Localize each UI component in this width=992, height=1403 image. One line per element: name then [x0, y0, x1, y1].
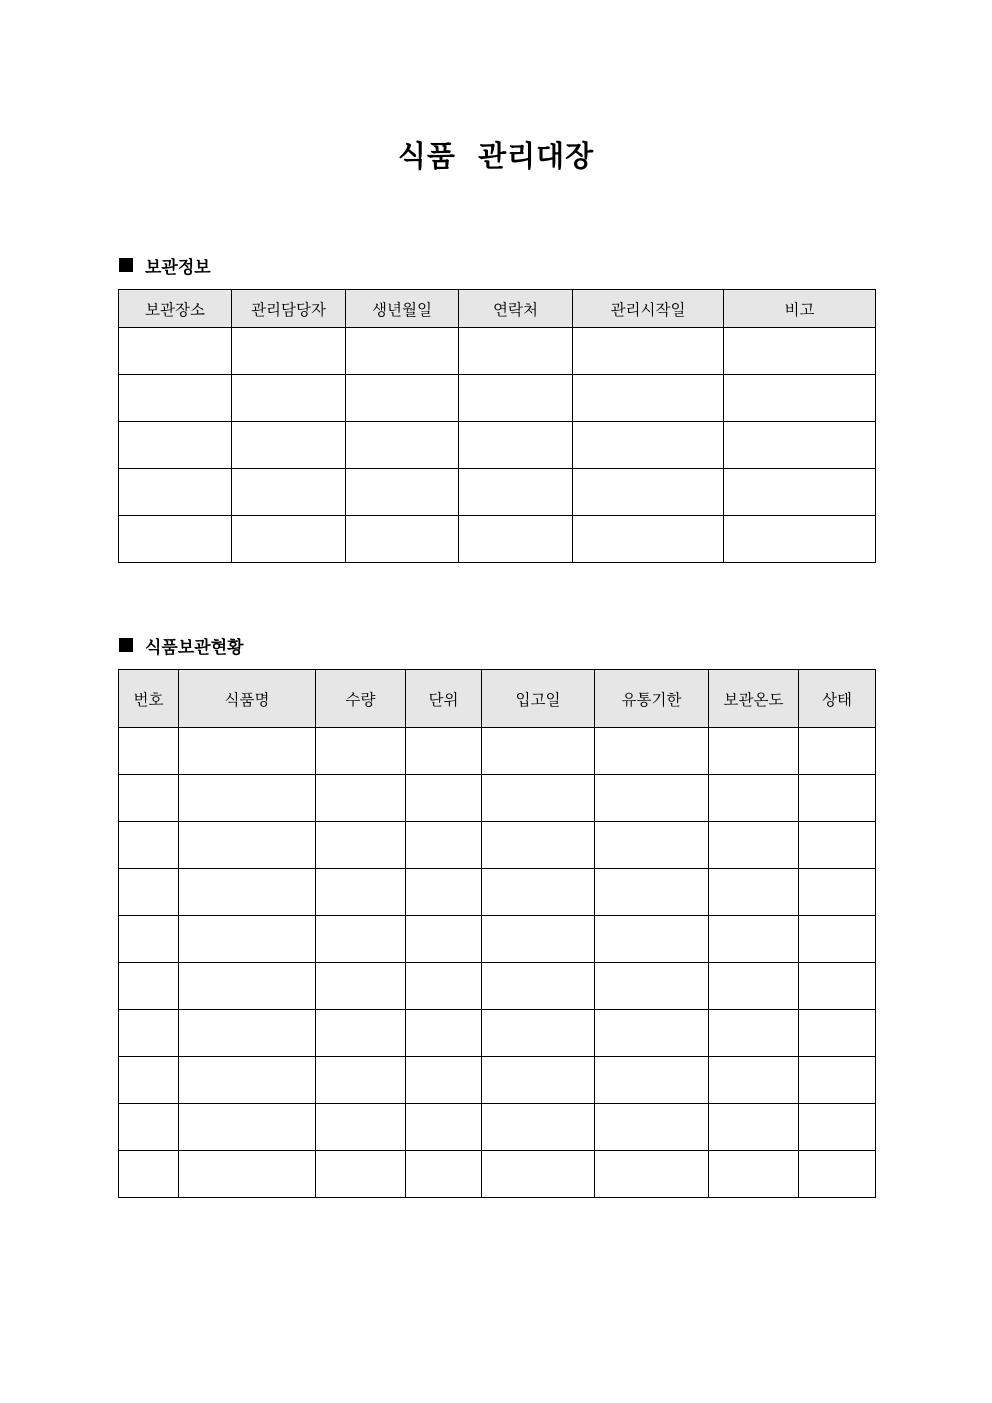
- column-header: 관리시작일: [573, 290, 724, 328]
- table-cell[interactable]: [709, 1104, 799, 1151]
- table-cell[interactable]: [316, 869, 406, 916]
- table-cell[interactable]: [232, 422, 346, 469]
- table-cell[interactable]: [179, 1104, 316, 1151]
- table-cell[interactable]: [119, 775, 179, 822]
- table-cell[interactable]: [709, 775, 799, 822]
- column-header: 비고: [724, 290, 876, 328]
- table-cell[interactable]: [406, 775, 482, 822]
- column-header: 수량: [316, 670, 406, 728]
- table-cell[interactable]: [346, 422, 459, 469]
- table-cell[interactable]: [459, 516, 573, 563]
- table-cell[interactable]: [595, 963, 709, 1010]
- table-cell[interactable]: [595, 775, 709, 822]
- table-row: [119, 516, 876, 563]
- table-cell[interactable]: [406, 1104, 482, 1151]
- table-cell[interactable]: [573, 422, 724, 469]
- table-cell[interactable]: [573, 375, 724, 422]
- table-cell[interactable]: [482, 916, 595, 963]
- table-cell[interactable]: [179, 775, 316, 822]
- table-cell[interactable]: [595, 728, 709, 775]
- table-row: [119, 1151, 876, 1198]
- column-header: 연락처: [459, 290, 573, 328]
- table-cell[interactable]: [709, 1151, 799, 1198]
- column-header: 유통기한: [595, 670, 709, 728]
- table-row: [119, 375, 876, 422]
- table-cell[interactable]: [724, 516, 876, 563]
- table-cell[interactable]: [595, 1151, 709, 1198]
- table-cell[interactable]: [179, 822, 316, 869]
- column-header: 번호: [119, 670, 179, 728]
- table-cell[interactable]: [179, 1057, 316, 1104]
- section-heading-food-storage-status: [119, 633, 244, 657]
- table-cell[interactable]: [119, 1010, 179, 1057]
- table-cell[interactable]: [406, 916, 482, 963]
- table-cell[interactable]: [179, 728, 316, 775]
- table-cell[interactable]: [799, 869, 876, 916]
- table-cell[interactable]: [119, 328, 232, 375]
- table-cell[interactable]: [406, 1057, 482, 1104]
- table-cell[interactable]: [799, 963, 876, 1010]
- table-cell[interactable]: [179, 869, 316, 916]
- column-header: 입고일: [482, 670, 595, 728]
- column-header: 보관온도: [709, 670, 799, 728]
- table-cell[interactable]: [709, 822, 799, 869]
- square-bullet-icon: [119, 258, 133, 272]
- table-cell[interactable]: [119, 1057, 179, 1104]
- table-cell[interactable]: [316, 775, 406, 822]
- table-cell[interactable]: [232, 469, 346, 516]
- column-header: 생년월일: [346, 290, 459, 328]
- table-cell[interactable]: [119, 869, 179, 916]
- table-cell[interactable]: [482, 1104, 595, 1151]
- table-cell[interactable]: [595, 869, 709, 916]
- table-cell[interactable]: [119, 469, 232, 516]
- table-cell[interactable]: [799, 916, 876, 963]
- table-cell[interactable]: [316, 1010, 406, 1057]
- storage-info-table-body: [119, 328, 876, 563]
- food-storage-status-table: [118, 669, 876, 1198]
- table-cell[interactable]: [799, 775, 876, 822]
- table-cell[interactable]: [232, 516, 346, 563]
- table-cell[interactable]: [482, 869, 595, 916]
- table-cell[interactable]: [119, 1151, 179, 1198]
- table-cell[interactable]: [459, 422, 573, 469]
- table-row: [119, 963, 876, 1010]
- storage-info-table: [118, 289, 876, 563]
- table-cell[interactable]: [316, 822, 406, 869]
- table-cell[interactable]: [482, 728, 595, 775]
- column-header: 상태: [799, 670, 876, 728]
- table-cell[interactable]: [119, 822, 179, 869]
- table-cell[interactable]: [799, 1010, 876, 1057]
- table-cell[interactable]: [232, 375, 346, 422]
- table-cell[interactable]: [179, 916, 316, 963]
- table-cell[interactable]: [316, 1057, 406, 1104]
- table-cell[interactable]: [232, 328, 346, 375]
- square-bullet-icon: [119, 638, 133, 652]
- table-cell[interactable]: [119, 963, 179, 1010]
- section-heading-storage-info: [119, 253, 211, 277]
- table-cell[interactable]: [406, 869, 482, 916]
- food-storage-status-table-body: [119, 728, 876, 1198]
- table-cell[interactable]: [709, 1010, 799, 1057]
- table-cell[interactable]: [119, 728, 179, 775]
- table-row: [119, 422, 876, 469]
- table-cell[interactable]: [179, 1151, 316, 1198]
- column-header: 관리담당자: [232, 290, 346, 328]
- column-header: 식품명: [179, 670, 316, 728]
- table-cell[interactable]: [709, 1057, 799, 1104]
- table-cell[interactable]: [709, 869, 799, 916]
- table-cell[interactable]: [573, 516, 724, 563]
- table-cell[interactable]: [179, 963, 316, 1010]
- table-cell[interactable]: [459, 469, 573, 516]
- column-header: 보관장소: [119, 290, 232, 328]
- table-row: [119, 822, 876, 869]
- table-cell[interactable]: [482, 963, 595, 1010]
- table-cell[interactable]: [724, 375, 876, 422]
- table-cell[interactable]: [316, 963, 406, 1010]
- table-cell[interactable]: [346, 516, 459, 563]
- table-cell[interactable]: [799, 1104, 876, 1151]
- table-cell[interactable]: [119, 516, 232, 563]
- table-cell[interactable]: [482, 1151, 595, 1198]
- table-row: [119, 1057, 876, 1104]
- table-cell[interactable]: [482, 822, 595, 869]
- table-cell[interactable]: [799, 728, 876, 775]
- table-cell[interactable]: [724, 422, 876, 469]
- table-cell[interactable]: [316, 916, 406, 963]
- table-cell[interactable]: [709, 963, 799, 1010]
- page-title: 식품 관리대장: [397, 139, 595, 173]
- table-cell[interactable]: [799, 822, 876, 869]
- table-row: [119, 1104, 876, 1151]
- table-cell[interactable]: [406, 1151, 482, 1198]
- table-cell[interactable]: [406, 728, 482, 775]
- table-cell[interactable]: [316, 1104, 406, 1151]
- table-header-row: [119, 670, 876, 728]
- table-row: [119, 775, 876, 822]
- table-row: [119, 1010, 876, 1057]
- table-cell[interactable]: [316, 1151, 406, 1198]
- table-cell[interactable]: [595, 1057, 709, 1104]
- table-cell[interactable]: [119, 375, 232, 422]
- table-cell[interactable]: [459, 328, 573, 375]
- table-header-row: [119, 290, 876, 328]
- table-cell[interactable]: [482, 775, 595, 822]
- table-row: [119, 728, 876, 775]
- table-cell[interactable]: [724, 469, 876, 516]
- table-cell[interactable]: [595, 1010, 709, 1057]
- column-header: 단위: [406, 670, 482, 728]
- table-cell[interactable]: [595, 1104, 709, 1151]
- table-cell[interactable]: [406, 822, 482, 869]
- table-cell[interactable]: [709, 728, 799, 775]
- table-cell[interactable]: [406, 963, 482, 1010]
- table-cell[interactable]: [573, 469, 724, 516]
- table-cell[interactable]: [346, 469, 459, 516]
- table-cell[interactable]: [724, 328, 876, 375]
- table-cell[interactable]: [482, 1057, 595, 1104]
- table-cell[interactable]: [709, 916, 799, 963]
- table-row: [119, 916, 876, 963]
- table-cell[interactable]: [119, 422, 232, 469]
- table-cell[interactable]: [595, 822, 709, 869]
- table-row: [119, 469, 876, 516]
- table-cell[interactable]: [119, 1104, 179, 1151]
- table-cell[interactable]: [799, 1151, 876, 1198]
- table-cell[interactable]: [179, 1010, 316, 1057]
- section-heading-label: 식품보관현황: [145, 637, 244, 658]
- table-cell[interactable]: [406, 1010, 482, 1057]
- table-cell[interactable]: [346, 328, 459, 375]
- table-row: [119, 869, 876, 916]
- table-cell[interactable]: [573, 328, 724, 375]
- table-cell[interactable]: [346, 375, 459, 422]
- section-heading-label: 보관정보: [145, 257, 211, 278]
- table-cell[interactable]: [459, 375, 573, 422]
- table-cell[interactable]: [316, 728, 406, 775]
- table-cell[interactable]: [119, 916, 179, 963]
- table-row: [119, 328, 876, 375]
- table-cell[interactable]: [799, 1057, 876, 1104]
- table-cell[interactable]: [595, 916, 709, 963]
- table-cell[interactable]: [482, 1010, 595, 1057]
